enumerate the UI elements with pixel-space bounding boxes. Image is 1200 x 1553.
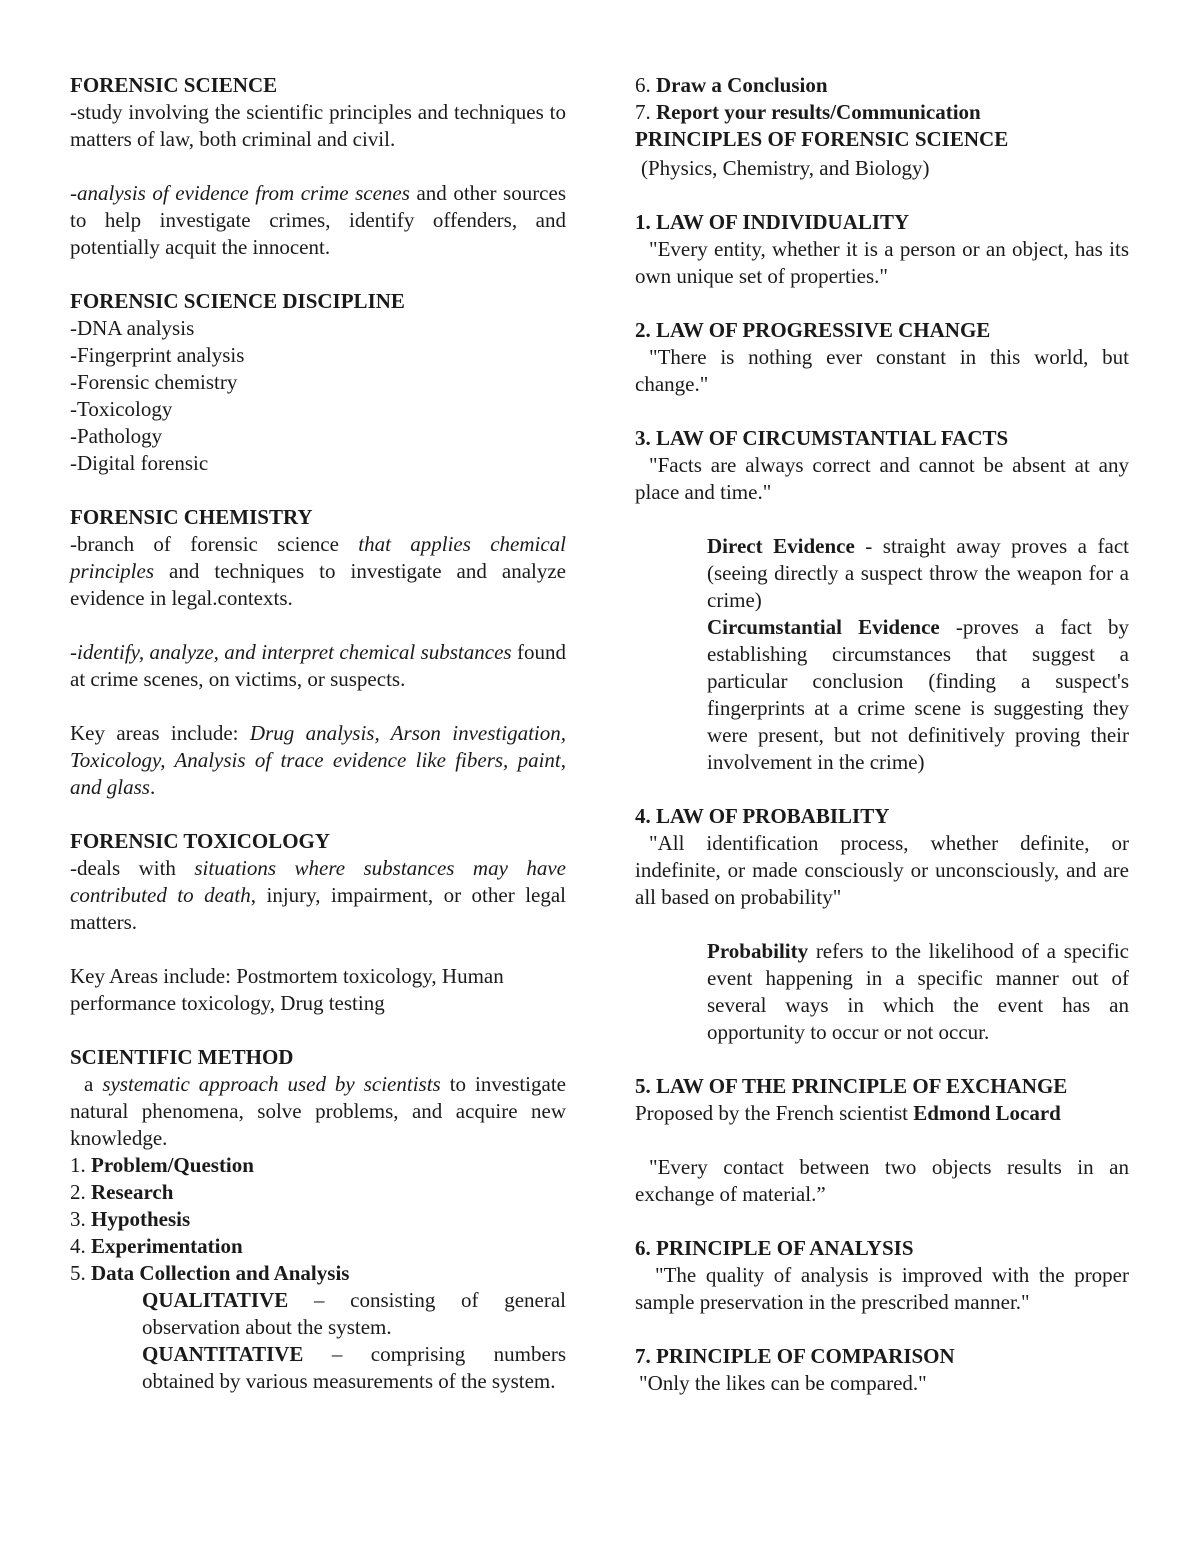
forensic-science-analysis — [70, 180, 566, 261]
principles-subtitle: (Physics, Chemistry, and Biology) — [641, 156, 930, 180]
principle-analysis-quote: "The quality of analysis is improved with the proper sample preservation in the prescribed manner." — [635, 1263, 1129, 1314]
step-number: 1. — [70, 1153, 91, 1177]
scientific-method-definition — [70, 1071, 566, 1152]
forensic-science-definition: -study involving the scientific principles and techniques to matters of law, both criminal and civil. — [70, 100, 566, 151]
law-exchange-heading: 5. LAW OF THE PRINCIPLE OF EXCHANGE — [635, 1074, 1068, 1098]
step-label: Draw a Conclusion — [656, 73, 828, 97]
list-item — [70, 1233, 566, 1260]
forensic-toxicology-heading: FORENSIC TOXICOLOGY — [70, 829, 331, 853]
list-item — [70, 1206, 566, 1233]
step-number: 5. — [70, 1261, 91, 1285]
chem-key-end: . — [149, 775, 156, 799]
quantitative-label: QUANTITATIVE — [142, 1342, 304, 1366]
step-label: Experimentation — [91, 1234, 243, 1258]
step-label: Research — [91, 1180, 174, 1204]
chem-def-italic: that applies chemical principles — [70, 532, 566, 583]
principle-comparison-quote: "Only the likes can be compared." — [639, 1371, 927, 1395]
principle-comparison-heading: 7. PRINCIPLE OF COMPARISON — [635, 1344, 955, 1368]
sm-def-a: a — [84, 1072, 103, 1096]
quantitative-item — [142, 1341, 566, 1395]
quantitative-text: – comprising numbers obtained by various measurements of the system. — [142, 1342, 566, 1393]
direct-evidence — [707, 533, 1129, 614]
discipline-list — [70, 315, 566, 477]
scientist-name: Edmond Locard — [913, 1101, 1061, 1125]
law-exchange-proposed — [635, 1100, 1129, 1127]
qualitative-label: QUALITATIVE — [142, 1288, 289, 1312]
method-steps-list — [70, 1152, 566, 1287]
discipline-heading: FORENSIC SCIENCE DISCIPLINE — [70, 289, 405, 313]
chemistry-identify — [70, 639, 566, 693]
list-item — [70, 1260, 566, 1287]
law-individuality-heading: 1. LAW OF INDIVIDUALITY — [635, 210, 910, 234]
list-item: -Pathology — [70, 424, 163, 448]
chemistry-key-areas — [70, 720, 566, 801]
step-number: 7. — [635, 100, 656, 124]
data-types-block — [142, 1287, 566, 1395]
circumstantial-evidence-text: -proves a fact by establishing circumstances that suggest a particular conclusion (finding a suspect's fingerprints at a crime scene is suggesting they were present, but not definitively proving their involvement in the crime) — [707, 615, 1129, 774]
chem-identify-italic: -identify, analyze, and interpret chemical substances — [70, 640, 512, 664]
tox-def-b: , injury, impairment, or other legal matters. — [70, 883, 566, 934]
list-item — [635, 99, 1129, 126]
analysis-rest-text: and other sources to help investigate crimes, identify offenders, and potentially acquit the innocent. — [70, 181, 566, 259]
step-label: Report your results/Communication — [656, 100, 981, 124]
probability-block — [707, 938, 1129, 1046]
direct-evidence-label: Direct Evidence — [707, 534, 855, 558]
probability-text: refers to the likelihood of a specific event happening in a specific manner out of several ways in which the event has an opportunity to occur or not occur. — [707, 939, 1129, 1044]
step-label: Hypothesis — [91, 1207, 191, 1231]
toxicology-key-areas: Key Areas include: Postmortem toxicology, Human performance toxicology, Drug testing — [70, 964, 504, 1015]
step-number: 6. — [635, 73, 656, 97]
list-item: -DNA analysis — [70, 316, 195, 340]
qualitative-item — [142, 1287, 566, 1341]
law-probability-heading: 4. LAW OF PROBABILITY — [635, 804, 890, 828]
list-item — [70, 1179, 566, 1206]
probability-label: Probability — [707, 939, 809, 963]
list-item: -Toxicology — [70, 397, 173, 421]
right-column — [635, 72, 1129, 1397]
list-item: -Forensic chemistry — [70, 370, 238, 394]
chem-key-label: Key areas include: — [70, 721, 250, 745]
step-number: 4. — [70, 1234, 91, 1258]
principle-analysis-heading: 6. PRINCIPLE OF ANALYSIS — [635, 1236, 914, 1260]
law-individuality-quote: "Every entity, whether it is a person or an object, has its own unique set of properties." — [635, 237, 1129, 288]
law-progressive-change-quote: "There is nothing ever constant in this world, but change." — [635, 345, 1129, 396]
chem-identify-rest: found at crime scenes, on victims, or suspects. — [70, 640, 566, 691]
principles-heading: PRINCIPLES OF FORENSIC SCIENCE — [635, 127, 1009, 151]
analysis-italic-text: -analysis of evidence from crime scenes — [70, 181, 410, 205]
step-label: Data Collection and Analysis — [91, 1261, 350, 1285]
list-item: -Fingerprint analysis — [70, 343, 245, 367]
method-steps-continued — [635, 72, 1129, 126]
list-item — [635, 72, 1129, 99]
law-circumstantial-facts-heading: 3. LAW OF CIRCUMSTANTIAL FACTS — [635, 426, 1009, 450]
list-item: -Digital forensic — [70, 451, 209, 475]
list-item — [70, 1152, 566, 1179]
step-number: 3. — [70, 1207, 91, 1231]
chem-def-a: -branch of forensic science — [70, 532, 359, 556]
proposed-text: Proposed by the French scientist — [635, 1101, 914, 1125]
chem-key-italic: Drug analysis, Arson investigation, Toxicology, Analysis of trace evidence like fibers, paint, and glass — [70, 721, 566, 799]
circumstantial-evidence-label: Circumstantial Evidence — [707, 615, 940, 639]
qualitative-text: – consisting of general observation about the system. — [142, 1288, 566, 1339]
law-circumstantial-facts-quote: "Facts are always correct and cannot be absent at any place and time." — [635, 453, 1129, 504]
toxicology-definition — [70, 855, 566, 936]
chem-def-b: and techniques to investigate and analyze evidence in legal.contexts. — [70, 559, 566, 610]
scientific-method-heading: SCIENTIFIC METHOD — [70, 1045, 294, 1069]
law-exchange-quote: "Every contact between two objects results in an exchange of material.” — [635, 1155, 1129, 1206]
step-number: 2. — [70, 1180, 91, 1204]
sm-def-b: to investigate natural phenomena, solve problems, and acquire new knowledge. — [70, 1072, 566, 1150]
forensic-chemistry-heading: FORENSIC CHEMISTRY — [70, 505, 313, 529]
law-progressive-change-heading: 2. LAW OF PROGRESSIVE CHANGE — [635, 318, 991, 342]
tox-def-a: -deals with — [70, 856, 195, 880]
step-label: Problem/Question — [91, 1153, 254, 1177]
evidence-types-block — [707, 533, 1129, 776]
tox-def-italic: situations where substances may have contributed to death — [70, 856, 566, 907]
probability-definition — [707, 938, 1129, 1046]
circumstantial-evidence — [707, 614, 1129, 776]
left-column — [70, 72, 566, 1395]
chemistry-definition — [70, 531, 566, 612]
forensic-science-heading: FORENSIC SCIENCE — [70, 73, 278, 97]
direct-evidence-text: - straight away proves a fact (seeing directly a suspect throw the weapon for a crime) — [707, 534, 1129, 612]
sm-def-italic: systematic approach used by scientists — [102, 1072, 441, 1096]
law-probability-quote: "All identification process, whether definite, or indefinite, or made consciously or unconsciously, and are all based on probability" — [635, 831, 1129, 909]
